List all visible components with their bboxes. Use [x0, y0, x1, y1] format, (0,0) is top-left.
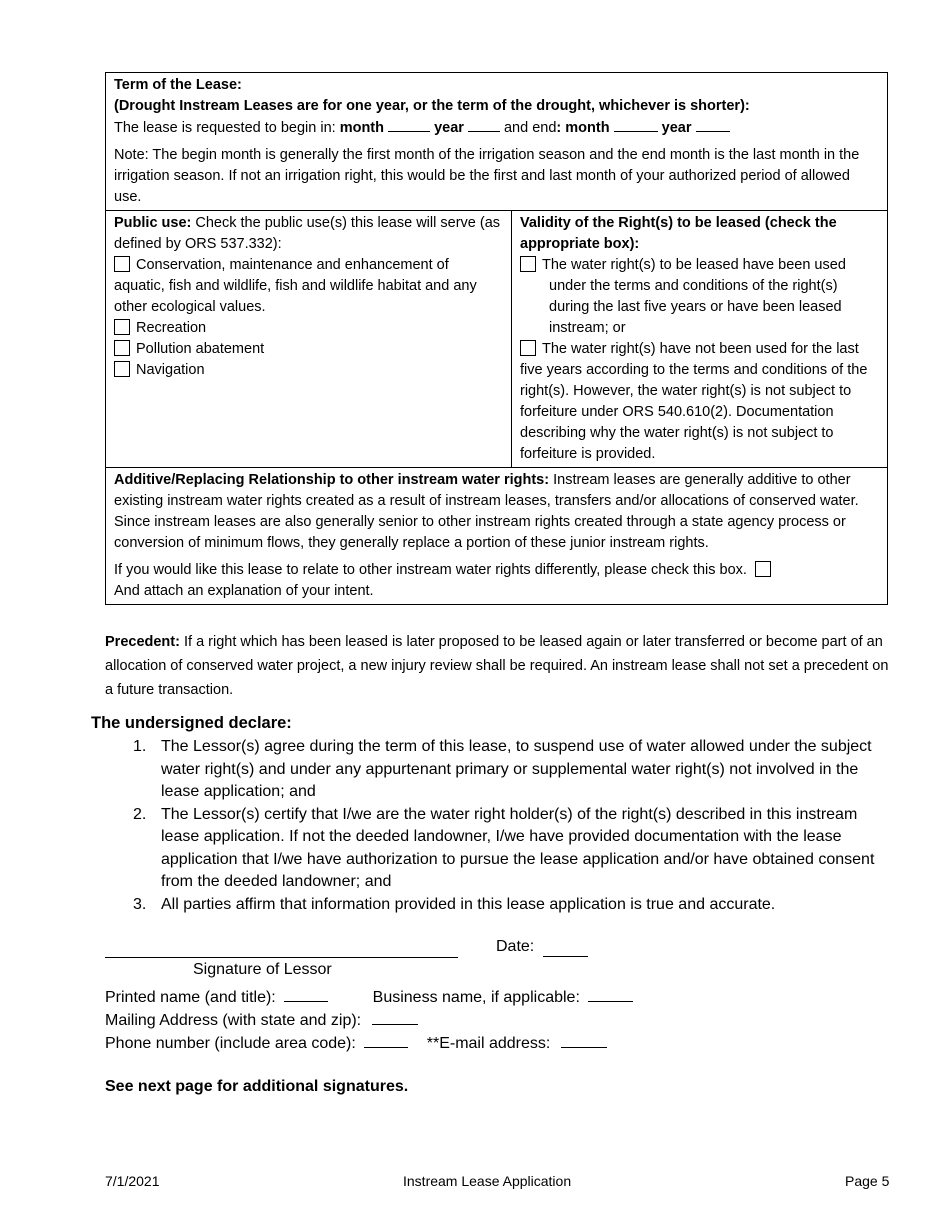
declare-item-number: 1. [133, 738, 147, 755]
begin-year-field[interactable] [468, 117, 500, 132]
end-colon: : [556, 120, 562, 136]
printed-name-label: Printed name (and title): [105, 989, 276, 1006]
declare-list [130, 736, 890, 916]
validity-section [512, 211, 887, 467]
validity-not-used-label: The water right(s) have not been used for the last five years according to the terms and conditions of the right(s). However, the water right(s) is not subject to forfeiture under ORS 540.610(2). Documentation describing why the water right(s) is not subject to forfeiture is provided. [520, 341, 868, 462]
validity-used-label: The water right(s) to be leased have been used under the terms and conditions of the right(s) during the last five years or have been leased instream; or [542, 257, 846, 336]
signature-caption: Signature of Lessor [193, 961, 332, 978]
footer-page-number: Page 5 [845, 1173, 890, 1189]
begin-prefix: The lease is requested to begin in: [114, 120, 340, 136]
declare-item [130, 894, 890, 917]
pollution-abatement-label: Pollution abatement [136, 341, 265, 357]
conservation-checkbox[interactable] [114, 256, 130, 272]
address-row [105, 1010, 418, 1032]
begin-year-label: year [434, 120, 464, 136]
additive-text: Instream leases are generally additive to other existing instream water rights created as a result of instream leases, transfers and/or allocations of conserved water. Since instream leases are also generally senior to other instream rights created through a state agency process or conversion of minimum flows, they generally replace a portion of these junior instream rights. [114, 472, 859, 551]
additive-checkbox[interactable] [755, 561, 771, 577]
recreation-label: Recreation [136, 320, 207, 336]
validity-used-checkbox[interactable] [520, 256, 536, 272]
public-use-option-conservation [114, 255, 503, 318]
precedent-label: Precedent: [105, 634, 180, 650]
term-heading: Term of the Lease: [114, 77, 242, 93]
end-month-label: month [565, 120, 610, 136]
declare-item-number: 2. [133, 805, 147, 823]
printed-name-field[interactable] [284, 987, 328, 1002]
begin-month-field[interactable] [388, 117, 430, 132]
end-month-field[interactable] [614, 117, 658, 132]
navigation-label: Navigation [136, 362, 205, 378]
navigation-checkbox[interactable] [114, 361, 130, 377]
recreation-checkbox[interactable] [114, 319, 130, 335]
contact-row [105, 1033, 607, 1055]
begin-month-label: month [339, 120, 384, 136]
public-use-option-navigation [114, 360, 503, 381]
end-year-label: year [661, 120, 692, 136]
public-use-heading: Public use: [114, 215, 192, 231]
end-year-field[interactable] [696, 117, 730, 132]
date-label: Date: [496, 938, 535, 955]
date-field[interactable] [543, 956, 588, 957]
mailing-address-field[interactable] [372, 1010, 418, 1025]
phone-field[interactable] [364, 1033, 408, 1048]
and-end-text: and end [503, 120, 557, 136]
public-use-section [106, 211, 512, 467]
validity-heading: Validity of the Right(s) to be leased (check the appropriate box): [520, 215, 837, 252]
validity-option-used [520, 255, 879, 339]
declare-item-text: The Lessor(s) agree during the term of this lease, to suspend use of water allowed under the subject water right(s) and under any appurtenant primary or supplemental water right(s) not involved in the lease application; and [161, 738, 872, 800]
lease-form-table [105, 72, 888, 605]
public-use-option-recreation [114, 318, 503, 339]
declare-title: The undersigned declare: [91, 714, 292, 732]
mailing-address-label: Mailing Address (with state and zip): [105, 1012, 362, 1029]
term-dates-line [114, 117, 879, 139]
declare-item [130, 804, 890, 894]
additive-attach-text: And attach an explanation of your intent. [114, 583, 374, 599]
public-use-intro: Check the public use(s) this lease will serve (as defined by ORS 537.332): [114, 215, 501, 252]
precedent-paragraph [105, 630, 895, 702]
phone-label: Phone number (include area code): [105, 1035, 356, 1052]
footer-date: 7/1/2021 [105, 1173, 160, 1189]
declare-item [130, 736, 890, 804]
declare-item-number: 3. [133, 895, 147, 913]
pollution-abatement-checkbox[interactable] [114, 340, 130, 356]
next-page-note: See next page for additional signatures. [105, 1078, 409, 1095]
footer-title: Instream Lease Application [403, 1173, 572, 1189]
public-use-option-pollution [114, 339, 503, 360]
validity-option-not-used [520, 339, 879, 465]
name-row [105, 987, 633, 1009]
business-name-field[interactable] [588, 987, 633, 1002]
term-note: Note: The begin month is generally the first month of the irrigation season and the end month is the last month in the irrigation season. If not an irrigation right, this would be the first and last month of your authorized period of allowed use. [114, 147, 860, 205]
public-use-validity-row [106, 211, 887, 468]
signature-line[interactable] [105, 957, 458, 958]
email-field[interactable] [561, 1033, 607, 1048]
additive-heading: Additive/Replacing Relationship to other instream water rights: [114, 472, 550, 488]
precedent-text: If a right which has been leased is later proposed to be leased again or later transferred or become part of an allocation of conserved water project, a new injury review shall be required. An instream lease shall not set a precedent on a future transaction. [105, 634, 889, 698]
additive-check-line [114, 560, 879, 581]
email-label: **E-mail address: [426, 1035, 551, 1052]
additive-check-text: If you would like this lease to relate to other instream water rights differently, please check this box. [114, 562, 747, 578]
term-of-lease-section [106, 73, 887, 211]
declare-item-text: The Lessor(s) certify that I/we are the water right holder(s) of the right(s) described in this instream lease application. If not the deeded landowner, I/we have provided documentation with the lease application that I/we have authorization to pursue the lease application and/or have obtained consent from the deeded landowner; and [161, 805, 875, 890]
declare-item-text: All parties affirm that information provided in this lease application is true and accurate. [161, 895, 776, 913]
additive-section [106, 468, 887, 604]
conservation-label: Conservation, maintenance and enhancement of aquatic, fish and wildlife, fish and wildlife habitat and any other ecological values. [114, 257, 477, 315]
business-name-label: Business name, if applicable: [372, 989, 580, 1006]
term-subheading: (Drought Instream Leases are for one year, or the term of the drought, whichever is shorter): [114, 98, 750, 114]
validity-not-used-checkbox[interactable] [520, 340, 536, 356]
